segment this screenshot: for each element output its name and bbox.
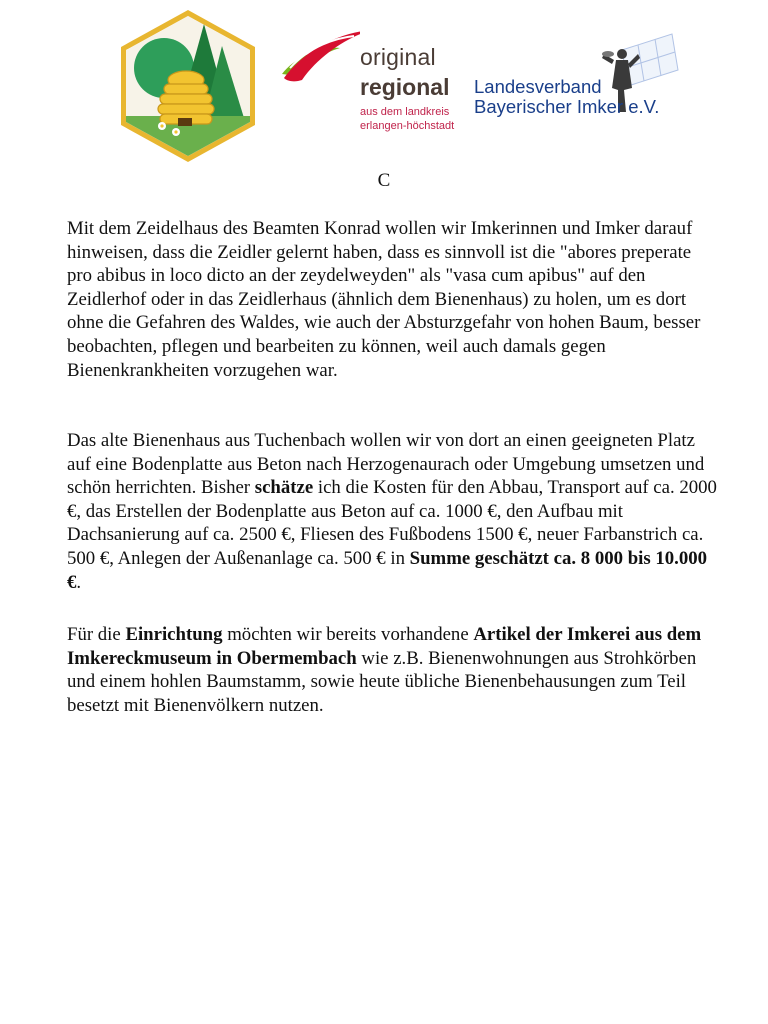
text-segment: möchten wir bereits vorhandene [222,624,474,645]
text-segment: . [76,571,82,593]
bold-text: schätze [254,477,314,499]
page-letter: C [377,170,391,191]
bold-text: Einrichtung [125,624,223,645]
logo-text-landesverband: Landesverband [474,76,602,97]
logo-text-erlangen: erlangen-höchstadt [360,120,455,132]
text-segment: wie z.B. Bienenwohnungen aus Strohkörben und einem hohlen Baumstamm, sowie heute übliche Bienenbehausungen zum Teil besetzt mit Bienenvölkern nutzen. [67,647,697,716]
logo-text-original: original [360,44,436,70]
text-segment: Für die [67,624,126,645]
paragraph-zeidelhaus: Mit dem Zeidelhaus des Beamten Konrad wollen wir Imkerinnen und Imker darauf hinweisen, dass die Zeidler gelernt haben, dass es sinnvoll ist die "abores preperate pro abibus in loco dicto an der zeydelweyden" als "vasa cum apibus" auf den Zeidlerhof oder in das Zeidlerhaus (ähnlich dem Bienenhaus) zu holen, um es dort ohne die Gefahren des Waldes, wie auch der Absturzgefahr von hohen Baum, besser beobachten, pflegen und bearbeiten zu können, weil auch damals gegen Bienenkrankheiten vorzugehen war. [67,218,701,381]
text-segment: Das alte Bienenhaus aus Tuchenbach wollen wir von dort an einen geeigneten Platz auf eine Bodenplatte aus Beton nach Herzogenaurach oder Umgebung umsetzen und schön herrichten. Bisher [67,430,705,499]
logo-text-landkreis: aus dem landkreis [360,106,450,118]
beehive-hexagon-icon [112,6,264,164]
bold-cost-summary: Summe geschätzt ca. 8 000 bis 10.000 € [67,547,708,593]
logo-text-regional: regional [360,74,450,100]
bold-museum-text: Artikel der Imkerei aus dem Imkereckmuseum in Obermembach [67,624,702,669]
original-regional-logo [280,28,460,140]
swoosh-icon [280,28,360,98]
imkerverein-logo [112,6,264,164]
paragraph-einrichtung [67,623,717,717]
logo-text-bayerischer-imker: Bayerischer Imker e.V. [474,96,660,117]
text-segment: ich die Kosten für den Abbau, Transport auf ca. 2000 €, das Erstellen der Bodenplatte aus Beton auf ca. 1000 €, den Aufbau mit Dachsanierung auf ca. 2500 €, Fliesen des Fußbodens 1500 €, neuer Farbanstrich ca. 500 €, Anlegen der Außenanlage ca. 500 € in [67,477,717,569]
landesverband-logo [472,30,682,130]
paragraph-bienenhaus-kosten [67,429,717,594]
